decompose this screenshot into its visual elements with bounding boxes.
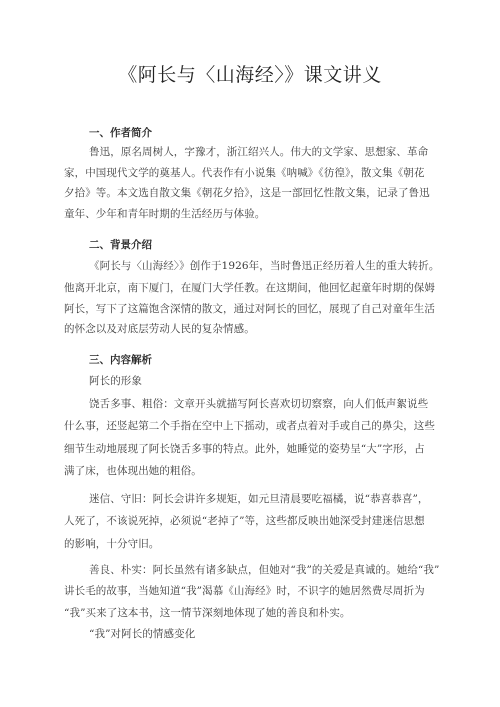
paragraph-line: “我”买来了这本书，这一情节深刻地体现了她的善良和朴实。 — [64, 607, 351, 619]
section-heading-analysis: 三、内容解析 — [89, 354, 152, 366]
paragraph-line: 细节生动地展现了阿长饶舌多事的特点。此外，她睡觉的姿势呈“大”字形，占 — [64, 443, 425, 455]
paragraph-line: 什么事，还竖起第二个手指在空中上下摇动，或者点着对手或自己的鼻尖，这些 — [64, 420, 435, 432]
paragraph-line: 夕拾》等。本文选自散文集《朝花夕拾》，这是一部回忆性散文集，记录了鲁迅 — [64, 187, 430, 199]
paragraph-line: 的怀念以及对底层劳动人民的复杂情感。 — [64, 323, 255, 335]
paragraph-line: 迷信、守旧：阿长会讲许多规矩，如元旦清晨要吃福橘，说“恭喜恭喜”， — [89, 493, 429, 505]
paragraph-line: 饶舌多事、粗俗：文章开头就描写阿长喜欢切切察察，向人们低声絮说些 — [89, 398, 429, 410]
paragraph-line: 人死了，不该说死掉，必须说“老掉了”等，这些都反映出她深受封建迷信思想 — [64, 515, 425, 527]
paragraph-line: 童年、少年和青年时期的生活经历与体验。 — [64, 208, 266, 220]
paragraph-line: 他离开北京，南下厦门，在厦门大学任教。在这期间，他回忆起童年时期的保姆 — [64, 282, 435, 294]
paragraph-line: 阿长，写下了这篇饱含深情的散文，通过对阿长的回忆，展现了自己对童年生活 — [64, 303, 435, 315]
paragraph-line: 《阿长与〈山海经〉》创作于1926年，当时鲁迅正经历着人生的重大转折。 — [89, 260, 440, 272]
document-title: 《阿长与〈山海经〉》课文讲义 — [118, 64, 382, 86]
section-heading-author: 一、作者简介 — [89, 127, 152, 139]
paragraph-line: 善良、朴实：阿长虽然有诸多缺点，但她对“我”的关爱是真诚的。她给“我” — [89, 564, 440, 576]
paragraph-line: 鲁迅，原名周树人，字豫才，浙江绍兴人。伟大的文学家、思想家、革命 — [89, 146, 429, 158]
subheading-feeling-change: “我”对阿长的情感变化 — [89, 628, 196, 640]
paragraph-line: 的影响，十分守旧。 — [64, 538, 160, 550]
paragraph-line: 满了床，也体现出她的粗俗。 — [64, 465, 202, 477]
paragraph-line: 讲长毛的故事，当她知道“我”渴慕《山海经》时，不识字的她居然费尽周折为 — [64, 585, 425, 597]
paragraph-line: 家，中国现代文学的奠基人。代表作有小说集《呐喊》《彷徨》，散文集《朝花 — [64, 167, 425, 179]
section-heading-background: 二、背景介绍 — [89, 239, 152, 251]
subheading-ah-chang-image: 阿长的形象 — [89, 375, 142, 387]
